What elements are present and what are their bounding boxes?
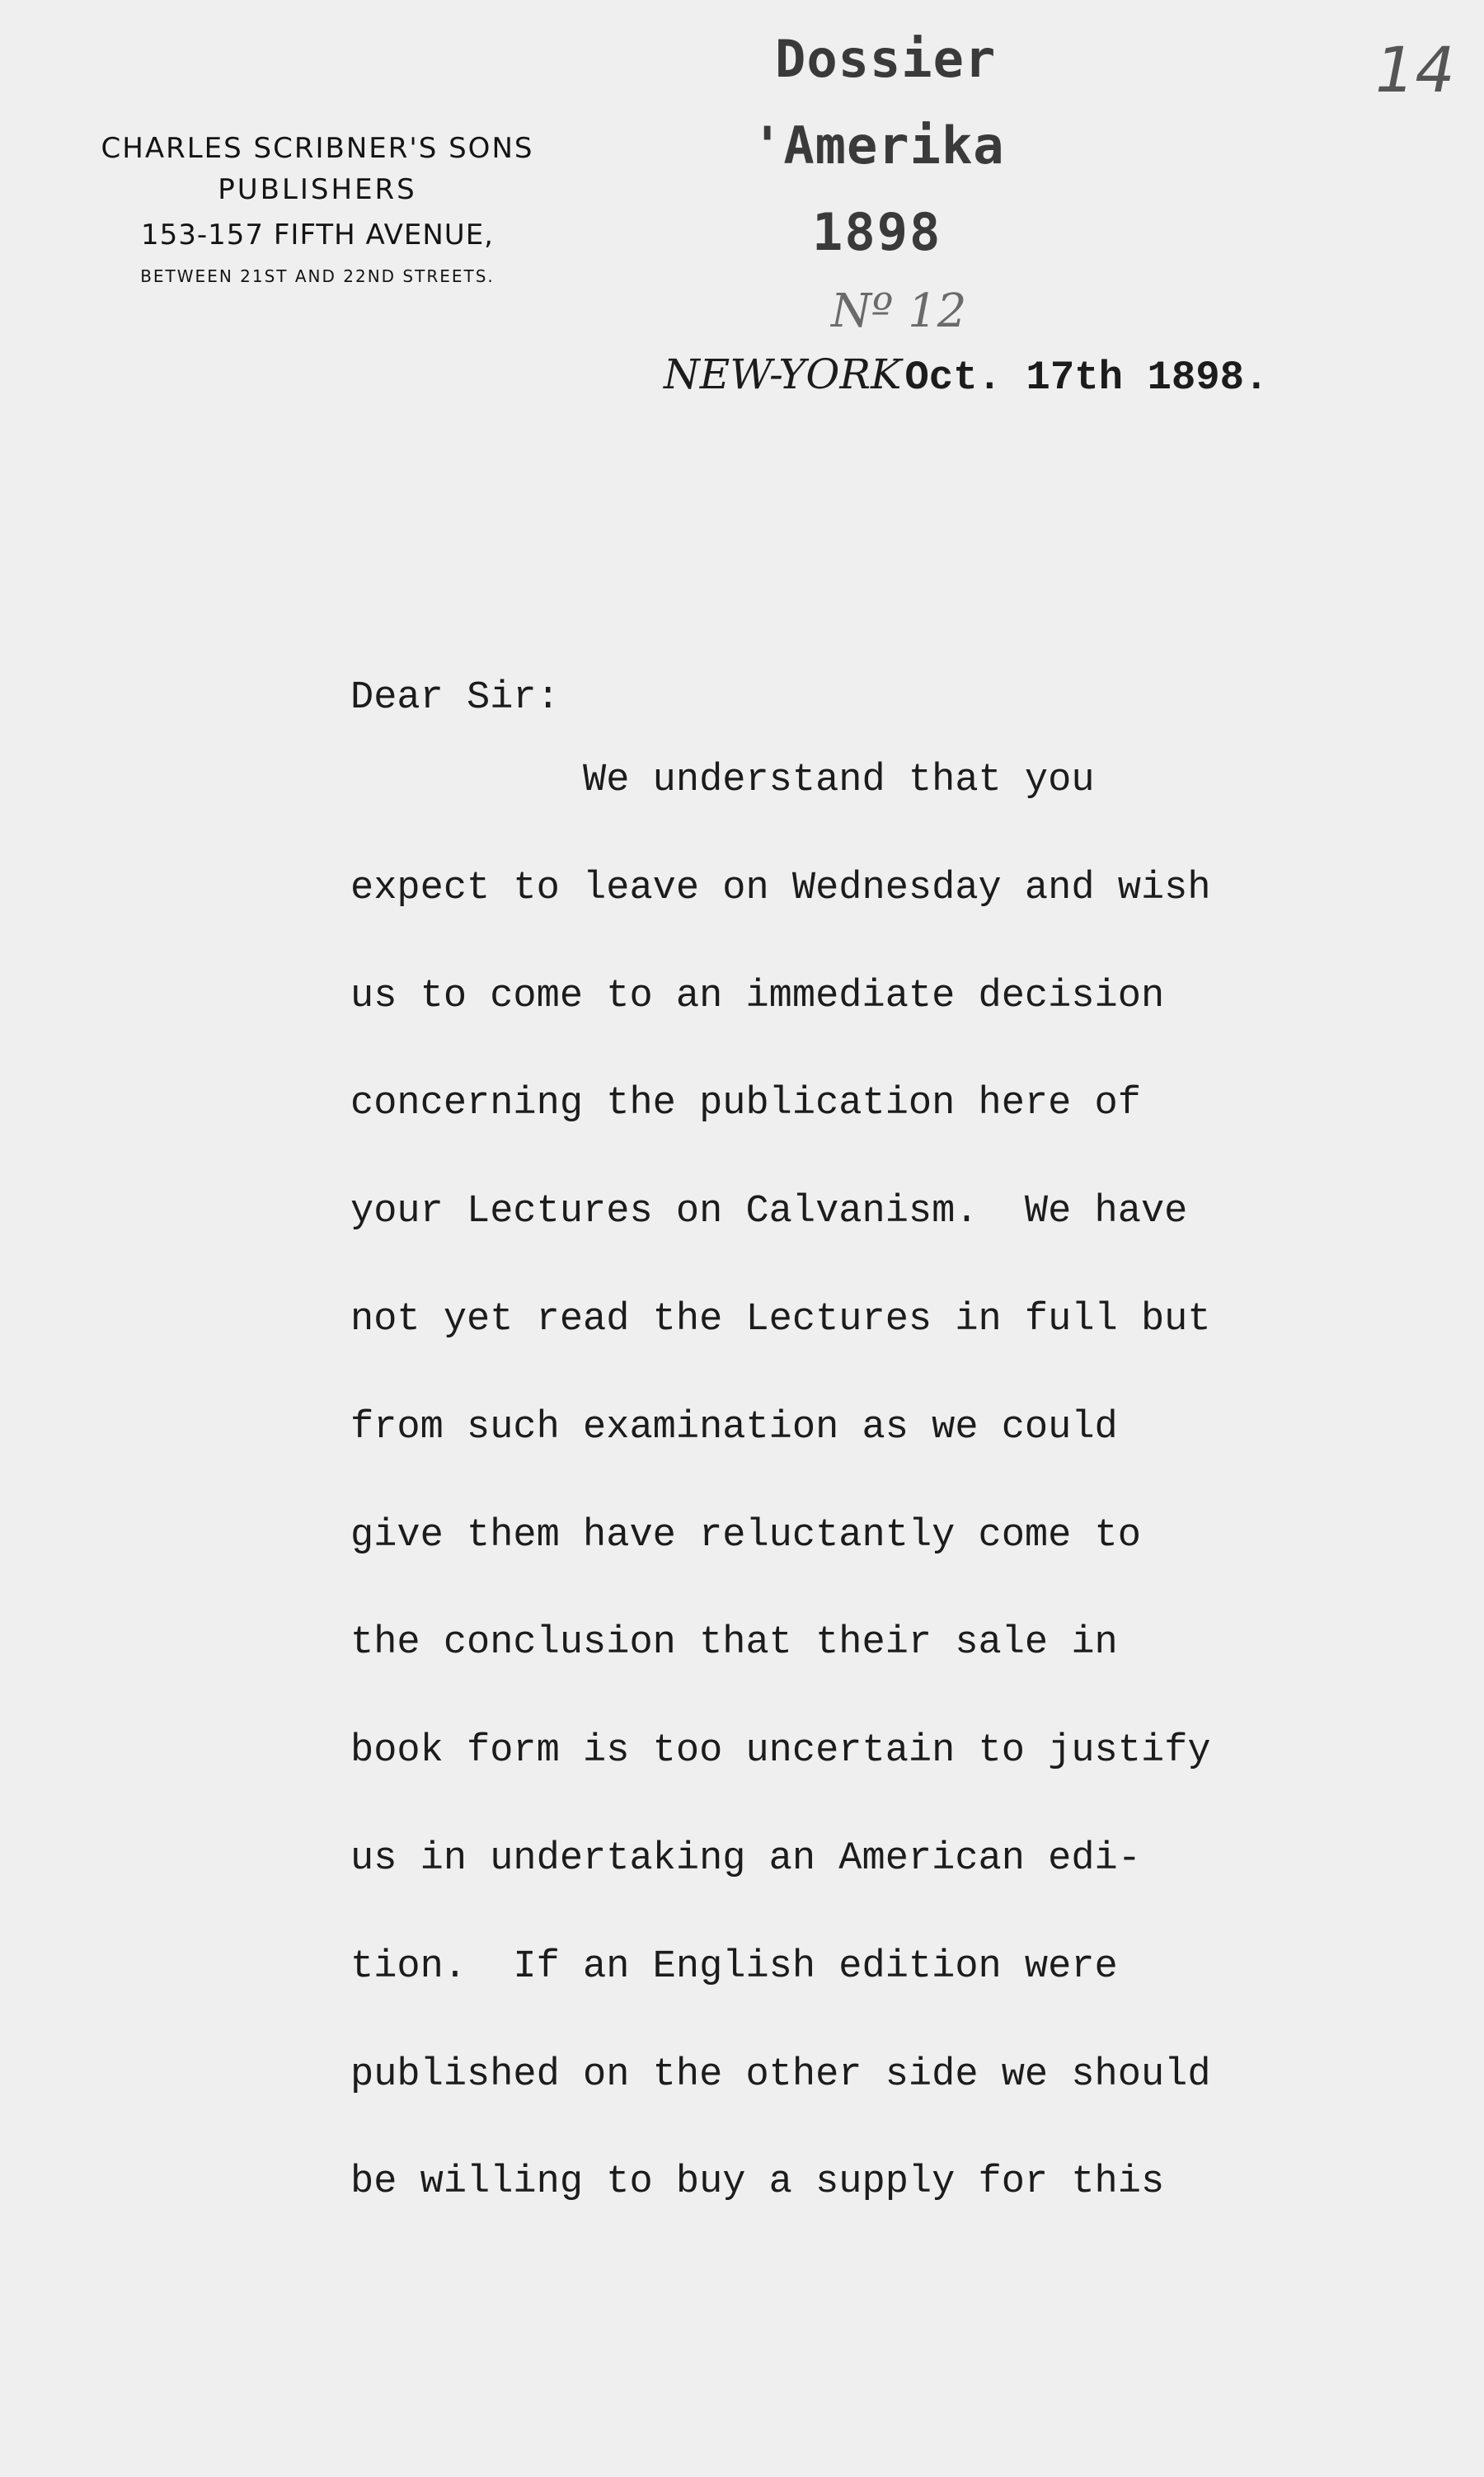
letter-line: book form is too uncertain to justify bbox=[350, 1729, 1211, 1774]
stamp-dossier: Dossier bbox=[775, 29, 997, 89]
letterhead-role: PUBLISHERS bbox=[218, 173, 417, 206]
letter-line: from such examination as we could bbox=[350, 1405, 1118, 1450]
letterhead-company: CHARLES SCRIBNER'S SONS bbox=[101, 132, 534, 165]
letter-line: your Lectures on Calvanism. We have bbox=[350, 1190, 1188, 1234]
letter-line: us in undertaking an American edi- bbox=[350, 1836, 1141, 1881]
letter-line: published on the other side we should bbox=[350, 2052, 1211, 2097]
stamp-amerika: 'Amerika bbox=[752, 115, 1005, 176]
letter-line: us to come to an immediate decision bbox=[350, 974, 1165, 1018]
letter-line: We understand that you bbox=[350, 759, 1095, 802]
letter-line: be willing to buy a supply for this bbox=[350, 2160, 1165, 2205]
letter-line: expect to leave on Wednesday and wish bbox=[350, 866, 1211, 910]
letterhead bbox=[33, 128, 602, 293]
letterhead-cross-streets: BETWEEN 21ST AND 22ND STREETS. bbox=[140, 266, 495, 286]
letterhead-address: 153-157 FIFTH AVENUE, bbox=[141, 219, 494, 251]
letter-line: give them have reluctantly come to bbox=[350, 1513, 1141, 1558]
letter-line: the conclusion that their sale in bbox=[350, 1621, 1118, 1666]
letter-line: not yet read the Lectures in full but bbox=[350, 1297, 1211, 1342]
letter-line: tion. If an English edition were bbox=[350, 1944, 1118, 1989]
letter-lines bbox=[350, 754, 1447, 2264]
stamp-number: Nº 12 bbox=[831, 284, 967, 338]
dateline-date: Oct. 17th 1898. bbox=[904, 355, 1269, 401]
letter-body bbox=[350, 672, 1447, 2264]
page-number: 14 bbox=[1375, 33, 1455, 106]
salutation: Dear Sir: bbox=[350, 676, 560, 720]
letter-line: concerning the publication here of bbox=[350, 1082, 1141, 1126]
stamp-year: 1898 bbox=[812, 202, 942, 262]
dateline-city: NEW-YORK bbox=[664, 350, 902, 398]
dateline bbox=[664, 350, 1268, 401]
